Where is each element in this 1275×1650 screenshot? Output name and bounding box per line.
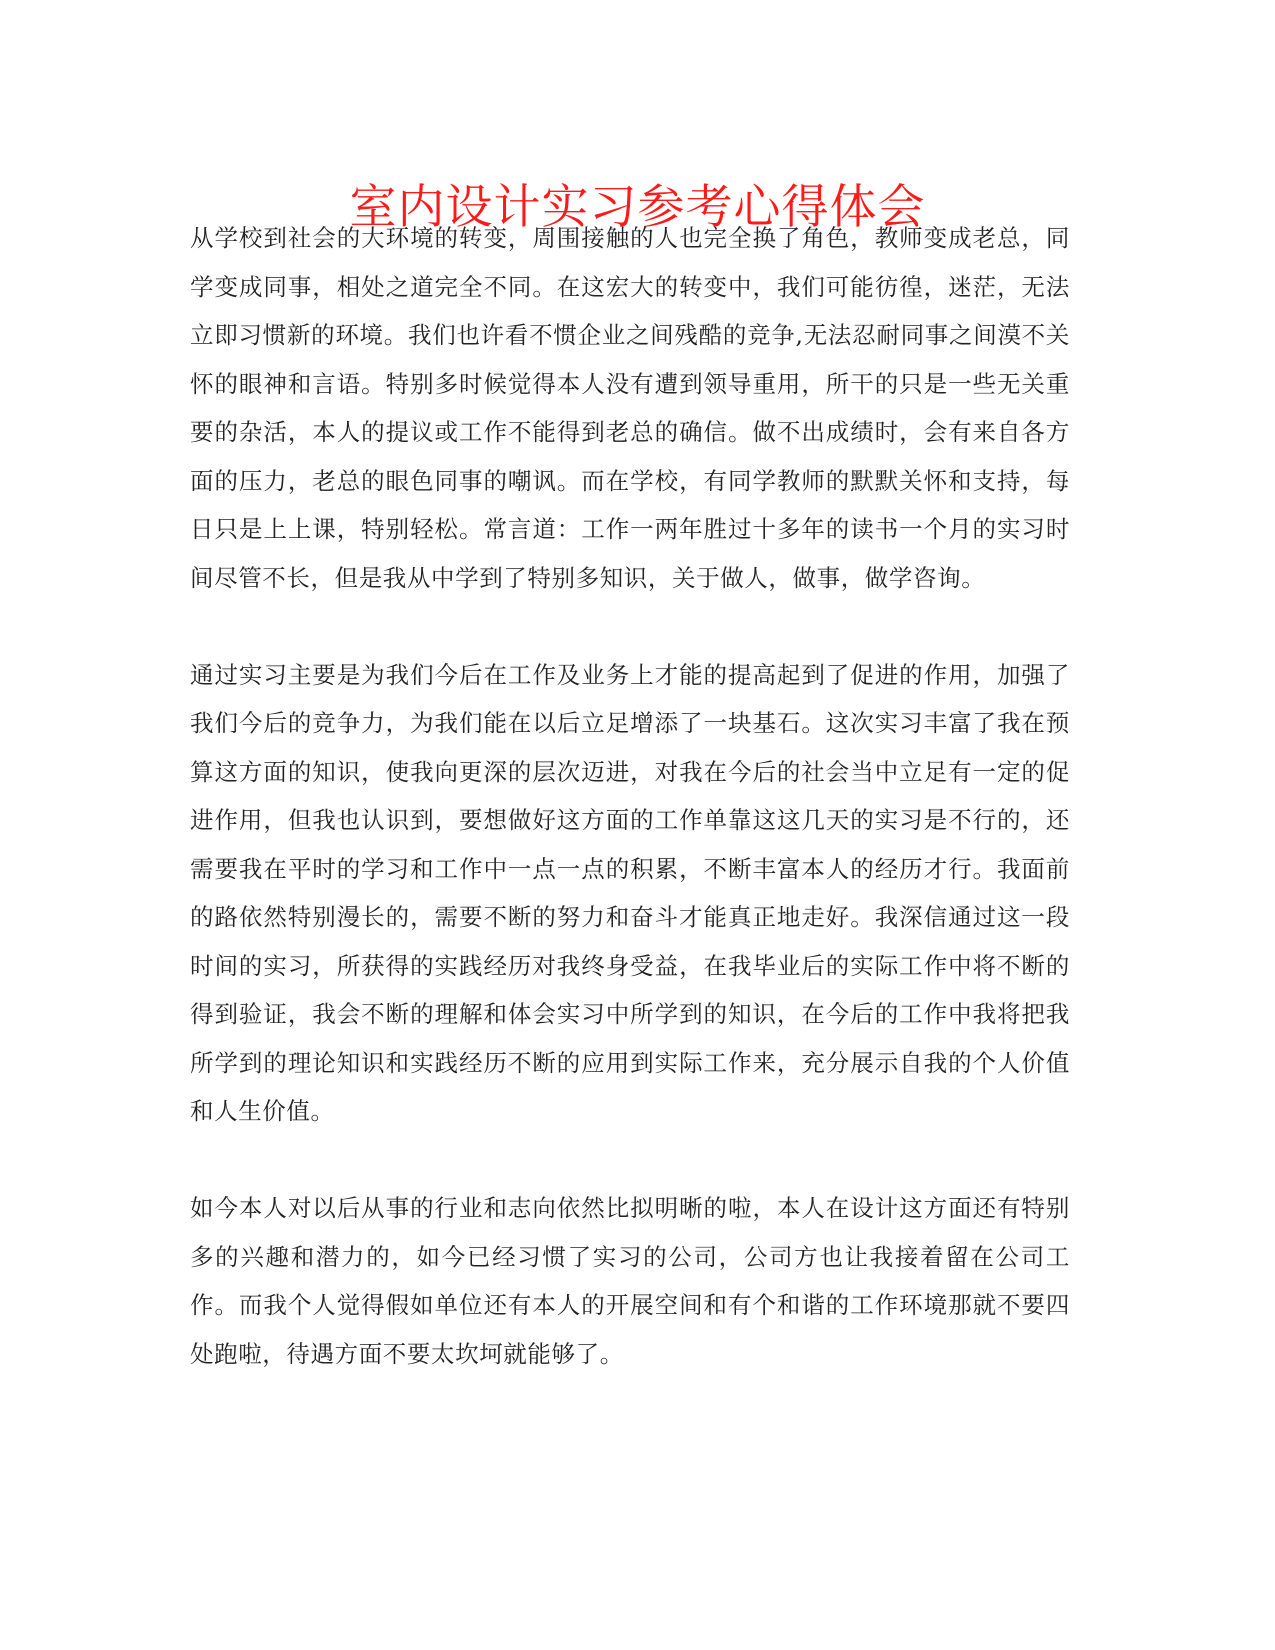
document-body [190,214,1070,1427]
document-title: 室内设计实习参考心得体会 [349,180,926,235]
paragraph-2: 通过实习主要是为我们今后在工作及业务上才能的提高起到了促进的作用，加强了我们今后的竞争力，为我们能在以后立足增添了一块基石。这次实习丰富了我在预算这方面的知识，使我向更深的层次迈进，对我在今后的社会当中立足有一定的促进作用，但我也认识到，要想做好这方面的工作单靠这这几天的实习是不行的，还需要我在平时的学习和工作中一点一点的积累，不断丰富本人的经历才行。我面前的路依然特别漫长的，需要不断的努力和奋斗才能真正地走好。我深信通过这一段时间的实习，所获得的实践经历对我终身受益，在我毕业后的实际工作中将不断的得到验证，我会不断的理解和体会实习中所学到的知识，在今后的工作中我将把我所学到的理论知识和实践经历不断的应用到实际工作来，充分展示自我的个人价值和人生价值。 [190,660,1070,1125]
paragraph-1: 从学校到社会的大环境的转变，周围接触的人也完全换了角色，教师变成老总，同学变成同事，相处之道完全不同。在这宏大的转变中，我们可能彷徨，迷茫，无法立即习惯新的环境。我们也许看不惯企业之间残酷的竞争,无法忍耐同事之间漠不关怀的眼神和言语。特别多时候觉得本人没有遭到领导重用，所干的只是一些无关重要的杂活，本人的提议或工作不能得到老总的确信。做不出成绩时，会有来自各方面的压力，老总的眼色同事的嘲讽。而在学校，有同学教师的默默关怀和支持，每日只是上上课，特别轻松。常言道：工作一两年胜过十多年的读书一个月的实习时间尽管不长，但是我从中学到了特别多知识，关于做人，做事，做学咨询。 [190,224,1070,592]
paragraph-3: 如今本人对以后从事的行业和志向依然比拟明晰的啦，本人在设计这方面还有特别多的兴趣和潜力的，如今已经习惯了实习的公司，公司方也让我接着留在公司工作。而我个人觉得假如单位还有本人的开展空间和有个和谐的工作环境那就不要四处跑啦，待遇方面不要太坎坷就能够了。 [190,1194,1070,1368]
